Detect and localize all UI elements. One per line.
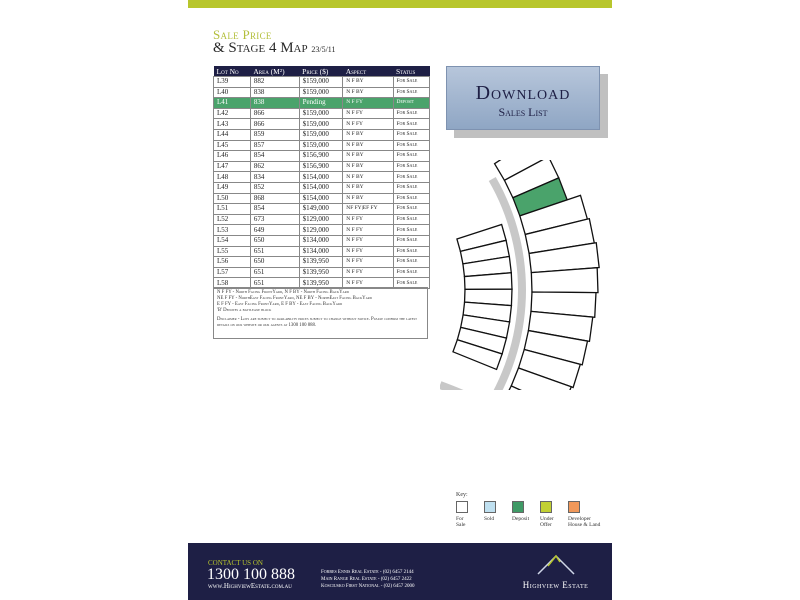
table-cell: L44 [214,129,251,140]
table-cell: 854 [250,151,299,162]
table-cell: For Sale [393,214,430,225]
table-row [214,225,430,236]
table-cell: 651 [250,267,299,278]
title-stage-map [213,40,336,57]
table-cell: 866 [250,108,299,119]
table-row [214,257,430,268]
disclaimer: Disclaimer - Lots are subject to availability prices subject to change without notice. Please confirm the latest details on our website or our agents at 1300 100 888. [217,317,417,328]
table-cell: 651 [250,246,299,257]
table-cell: $154,000 [299,172,343,183]
table-row [214,119,430,130]
table-cell: N F BY [343,193,393,204]
table-cell: For Sale [393,225,430,236]
column-header: Aspect [343,66,393,77]
table-row [214,129,430,140]
table-cell: For Sale [393,172,430,183]
table-cell: L57 [214,267,251,278]
table-cell: For Sale [393,204,430,215]
table-cell: $139,950 [299,267,343,278]
table-cell: N F FY [343,225,393,236]
table-row [214,214,430,225]
table-cell: 838 [250,98,299,109]
table-cell: 650 [250,257,299,268]
table-cell: L39 [214,77,251,88]
table-cell: L52 [214,214,251,225]
table-cell: N F FY [343,267,393,278]
key-label: Under Offer [540,516,554,528]
table-cell: $159,000 [299,87,343,98]
stage-4-map [440,160,610,390]
key-swatch [512,501,524,513]
table-cell: $139,950 [299,278,343,289]
table-row [214,193,430,204]
table-cell: L50 [214,193,251,204]
phone-number[interactable]: 1300 100 888 [207,566,295,583]
table-cell: $134,000 [299,235,343,246]
table-cell: $156,900 [299,161,343,172]
table-row [214,235,430,246]
table-cell: For Sale [393,119,430,130]
table-row [214,267,430,278]
highview-logo [518,553,593,590]
table-cell: L41 [214,98,251,109]
footer [188,543,612,600]
price-table [213,66,430,289]
table-cell: 868 [250,193,299,204]
map-lot[interactable] [531,268,598,293]
table-cell: $134,000 [299,246,343,257]
key-item [512,501,530,528]
table-cell: N F BY [343,182,393,193]
table-cell: For Sale [393,129,430,140]
column-header: Price ($) [299,66,343,77]
table-cell: N F FY [343,108,393,119]
table-cell: 649 [250,225,299,236]
website-link[interactable]: www.HighviewEstate.com.au [208,582,292,590]
table-cell: For Sale [393,77,430,88]
table-cell: $154,000 [299,193,343,204]
key-item [456,501,474,528]
key-swatch [568,501,580,513]
table-cell: N F BY [343,129,393,140]
title-text: & Stage 4 Map [213,40,308,56]
table-cell: $129,000 [299,225,343,236]
key-swatch [456,501,468,513]
table-cell: 838 [250,87,299,98]
table-cell: L47 [214,161,251,172]
table-cell: N F BY [343,161,393,172]
mountain-icon [536,553,576,575]
table-cell: $159,000 [299,140,343,151]
download-label: Download [475,82,571,104]
table-cell: N F FY [343,235,393,246]
date: 23/5/11 [311,45,336,54]
table-row [214,140,430,151]
agent: Forbes Ennis Real Estate - (02) 6457 2144 [321,570,414,575]
table-row [214,77,430,88]
table-cell: N F FY [343,246,393,257]
notes-box [213,287,428,339]
table-row [214,98,430,109]
table-cell: For Sale [393,278,430,289]
table-cell: $129,000 [299,214,343,225]
table-row [214,182,430,193]
map-key [456,492,602,528]
table-cell: NF FY|EF FY [343,204,393,215]
legend-line: N F FY - North Facing FrontYard, N F BY - North Facing BackYard [217,290,349,295]
table-cell: N F BY [343,172,393,183]
agent: Kosciusko First National - (02) 6457 2000 [321,584,415,589]
download-sales-list-button[interactable] [446,66,600,130]
table-row [214,151,430,162]
key-label: Developer House & Land [568,516,601,528]
table-cell: For Sale [393,151,430,162]
table-cell: 651 [250,278,299,289]
table-cell: For Sale [393,257,430,268]
top-accent-bar [188,0,612,8]
table-cell: For Sale [393,267,430,278]
key-title: Key: [456,492,468,498]
table-cell: $159,000 [299,129,343,140]
key-item [540,501,558,528]
contact-label: CONTACT US ON [208,559,263,567]
key-item [568,501,602,528]
table-cell: For Sale [393,182,430,193]
table-cell: L46 [214,151,251,162]
key-label: Sold [484,516,495,522]
table-cell: L55 [214,246,251,257]
aspect-legend [217,290,424,314]
table-cell: N F FY [343,119,393,130]
table-cell: L54 [214,235,251,246]
table-cell: L48 [214,172,251,183]
table-cell: L40 [214,87,251,98]
table-cell: N F FY [343,278,393,289]
table-cell: N F FY [343,257,393,268]
table-row [214,108,430,119]
column-header: Area (M²) [250,66,299,77]
key-swatch [540,501,552,513]
key-swatch [484,501,496,513]
table-cell: L45 [214,140,251,151]
table-row [214,172,430,183]
table-cell: L51 [214,204,251,215]
column-header: Status [393,66,430,77]
sales-list-label: Sales List [498,105,548,119]
table-cell: Deposit [393,98,430,109]
table-cell: $149,000 [299,204,343,215]
table-cell: L53 [214,225,251,236]
table-cell: N F FY [343,98,393,109]
table-cell: 852 [250,182,299,193]
table-cell: Pending [299,98,343,109]
key-item [484,501,502,528]
table-cell: N F BY [343,77,393,88]
table-cell: For Sale [393,140,430,151]
table-row [214,87,430,98]
table-cell: $159,000 [299,119,343,130]
table-cell: For Sale [393,193,430,204]
table-cell: 857 [250,140,299,151]
table-row [214,246,430,257]
table-cell: $156,900 [299,151,343,162]
table-cell: For Sale [393,235,430,246]
table-cell: 866 [250,119,299,130]
table-cell: For Sale [393,246,430,257]
brand-name: Highview Estate [522,580,589,590]
table-cell: L58 [214,278,251,289]
table-cell: N F BY [343,151,393,162]
table-cell: For Sale [393,87,430,98]
table-cell: N F FY [343,214,393,225]
table-cell: N F BY [343,87,393,98]
title-sale-price: Sale Price [213,27,272,42]
table-cell: 834 [250,172,299,183]
agents-list [321,569,415,590]
key-label: Deposit [512,516,530,522]
table-cell: N F BY [343,140,393,151]
table-cell: $139,950 [299,257,343,268]
key-label: For Sale [456,516,466,528]
legend-line: E F FY - East Facing FrontYard, E F BY - East Facing BackYard [217,302,343,307]
agent: Main Range Real Estate - (02) 6457 2422 [321,577,412,582]
table-cell: 859 [250,129,299,140]
table-header [214,66,430,77]
table-row [214,204,430,215]
table-cell: $159,000 [299,77,343,88]
table-cell: $154,000 [299,182,343,193]
table-cell: L43 [214,119,251,130]
table-cell: 673 [250,214,299,225]
table-cell: 862 [250,161,299,172]
table-cell: L56 [214,257,251,268]
table-cell: $159,000 [299,108,343,119]
column-header: Lot No [214,66,251,77]
legend-line: NE F FY - NorthEast Facing FrontYard, NE F BY - NorthEast Facing BackYard [217,296,372,301]
table-cell: For Sale [393,161,430,172]
table-cell: 650 [250,235,299,246]
table-cell: L42 [214,108,251,119]
table-cell: For Sale [393,108,430,119]
table-cell: L49 [214,182,251,193]
legend-line: 'B' Denotes a battleaxe block [217,308,272,313]
table-cell: 854 [250,204,299,215]
table-row [214,161,430,172]
table-cell: 882 [250,77,299,88]
